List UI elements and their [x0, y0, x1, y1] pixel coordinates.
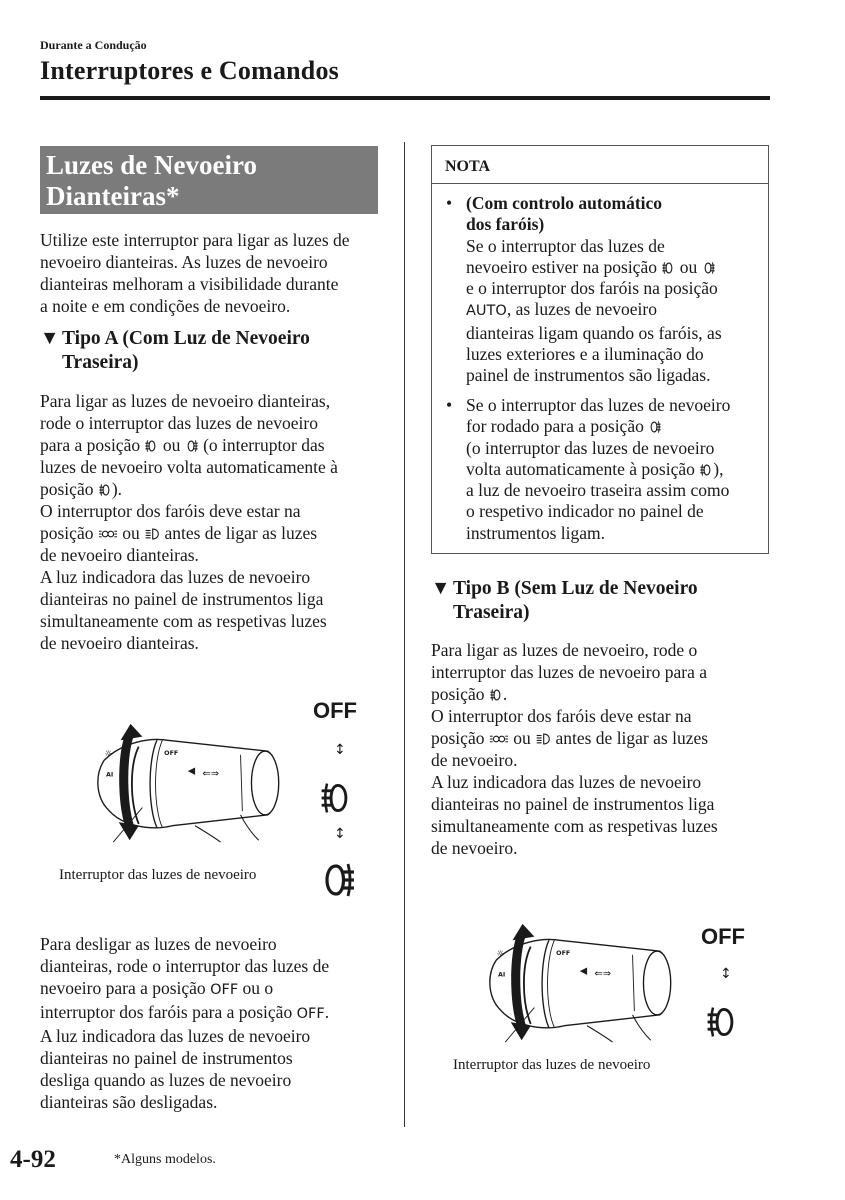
paragraph-line: dianteiras, rode o interruptor das luzes de — [40, 956, 330, 976]
paragraph-line: Para ligar as luzes de nevoeiro dianteiras, — [40, 391, 331, 411]
front-fog-light-icon — [699, 463, 713, 477]
paragraph-line: desliga quando as luzes de nevoeiro — [40, 1070, 292, 1090]
bullet-icon: • — [446, 395, 453, 415]
front-fog-light-icon — [661, 261, 675, 275]
paragraph-line: posição ). — [40, 479, 123, 499]
switch-illustration — [478, 918, 678, 1048]
note-header — [432, 146, 768, 184]
tipo-a-paragraph — [40, 390, 390, 654]
tipo-a-heading-line-2: Traseira) — [62, 352, 139, 373]
arrow-up-down-icon: ↕ — [720, 966, 732, 982]
off-label: OFF — [701, 924, 745, 949]
paragraph-line: de nevoeiro. — [431, 838, 518, 858]
headlight-icon — [144, 527, 160, 541]
rear-fog-light-icon — [185, 439, 199, 453]
front-fog-light-icon — [98, 483, 112, 497]
intro-line: dianteiras melhoram a visibilidade durante — [40, 274, 339, 294]
intro-line: nevoeiro dianteiras. As luzes de nevoeiro — [40, 252, 328, 272]
paragraph-line: A luz indicadora das luzes de nevoeiro — [40, 567, 311, 587]
paragraph-line: de nevoeiro. — [431, 750, 518, 770]
section-title-box — [40, 146, 378, 214]
tipo-b-heading — [431, 577, 776, 625]
paragraph-line: A luz indicadora das luzes de nevoeiro — [431, 772, 702, 792]
page-title: Interruptores e Comandos — [40, 56, 339, 85]
tipo-b-heading-line-1: Tipo B (Sem Luz de Nevoeiro — [453, 578, 698, 599]
figure-caption: Interruptor das luzes de nevoeiro — [59, 867, 257, 883]
figure-caption: Interruptor das luzes de nevoeiro — [453, 1057, 651, 1073]
switch-illustration — [86, 718, 286, 848]
paragraph-line: dianteiras são desligadas. — [40, 1092, 218, 1112]
headlight-icon — [535, 732, 551, 746]
off-label: OFF — [313, 698, 357, 723]
footnote: *Alguns modelos. — [114, 1152, 216, 1167]
paragraph-line: Para desligar as luzes de nevoeiro — [40, 934, 277, 954]
tipo-a-heading — [40, 327, 385, 375]
paragraph-line: A luz indicadora das luzes de nevoeiro — [40, 1026, 311, 1046]
parking-light-icon — [98, 527, 118, 541]
section-title-line-1: Luzes de Nevoeiro — [46, 150, 257, 180]
paragraph-line: O interruptor dos faróis deve estar na — [431, 706, 692, 726]
paragraph-line: nevoeiro para a posição OFF ou o — [40, 978, 274, 998]
paragraph-line: simultaneamente com as respetivas luzes — [431, 816, 718, 836]
off-paragraph — [40, 933, 390, 1113]
paragraph-line: posição . — [431, 684, 508, 704]
page-number: 4-92 — [10, 1146, 56, 1173]
paragraph-line: posição ou antes de ligar as luzes — [40, 523, 318, 543]
front-fog-light-icon — [704, 1004, 740, 1040]
tipo-b-heading-line-2: Traseira) — [453, 602, 530, 623]
paragraph-line: posição ou antes de ligar as luzes — [431, 728, 709, 748]
bullet-icon: • — [446, 193, 453, 213]
tipo-b-paragraph — [431, 639, 776, 859]
intro-line: Utilize este interruptor para ligar as luzes de — [40, 230, 350, 250]
arrow-up-down-icon: ↕ — [334, 826, 346, 842]
rear-fog-light-icon — [702, 261, 716, 275]
paragraph-line: luzes de nevoeiro volta automaticamente à — [40, 457, 338, 477]
intro-line: a noite e em condições de nevoeiro. — [40, 296, 291, 316]
paragraph-line: para a posição ou (o interruptor das — [40, 435, 325, 455]
section-title-line-2: Dianteiras* — [46, 181, 180, 211]
paragraph-line: de nevoeiro dianteiras. — [40, 545, 199, 565]
rear-fog-light-icon — [648, 420, 662, 434]
triangle-down-icon: ▼ — [431, 578, 451, 599]
front-fog-light-icon — [489, 688, 503, 702]
paragraph-line: rode o interruptor das luzes de nevoeiro — [40, 413, 318, 433]
paragraph-line: Para ligar as luzes de nevoeiro, rode o — [431, 640, 698, 660]
paragraph-line: dianteiras no painel de instrumentos liga — [40, 589, 324, 609]
column-divider — [404, 142, 405, 1127]
paragraph-line: de nevoeiro dianteiras. — [40, 633, 199, 653]
note-box: NOTA • (Com controlo automático dos faróis) Se o interruptor das luzes de nevoeiro estiver na posição ou e o interruptor dos faróis na posição AUTO, as luzes de nevoeiro dianteiras ligam quando os faróis, as luzes exteriores e a iluminação do painel de instrumentos são ligadas. • Se o interruptor das luzes de nevoeiro for rodado para a posição (o interruptor das luzes de nevoeiro volta automaticamente à posição ), a luz de nevoeiro traseira assim como o respetivo indicador no painel de instrumentos ligam. — [431, 145, 769, 554]
arrow-up-down-icon: ↕ — [334, 742, 346, 758]
paragraph-line: simultaneamente com as respetivas luzes — [40, 611, 327, 631]
paragraph-line: O interruptor dos faróis deve estar na — [40, 501, 301, 521]
header-rule — [40, 96, 770, 100]
intro-paragraph — [40, 229, 385, 317]
paragraph-line: interruptor dos faróis para a posição OFF. — [40, 1002, 330, 1022]
parking-light-icon — [489, 732, 509, 746]
paragraph-line: dianteiras no painel de instrumentos — [40, 1048, 293, 1068]
note-heading: NOTA — [445, 158, 491, 175]
paragraph-line: dianteiras no painel de instrumentos liga — [431, 794, 715, 814]
tipo-a-heading-line-1: Tipo A (Com Luz de Nevoeiro — [62, 328, 310, 349]
paragraph-line: interruptor das luzes de nevoeiro para a — [431, 662, 707, 682]
rear-fog-light-icon — [318, 860, 358, 900]
section-label: Durante a Condução — [40, 38, 147, 52]
triangle-down-icon: ▼ — [40, 328, 60, 349]
front-fog-light-icon — [318, 780, 354, 816]
front-fog-light-icon — [144, 439, 158, 453]
